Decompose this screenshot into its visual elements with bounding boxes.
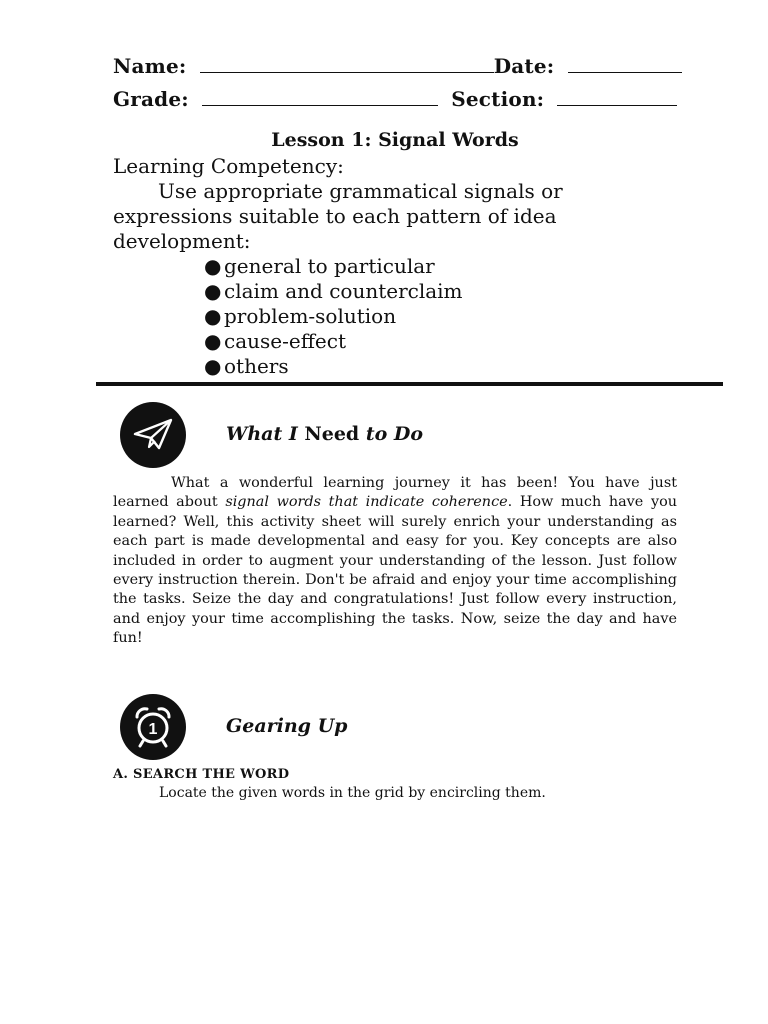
grade-label: Grade: bbox=[113, 87, 189, 111]
grade-section-row bbox=[113, 87, 677, 111]
list-item: ● problem-solution bbox=[204, 304, 397, 328]
name-date-row bbox=[113, 54, 682, 78]
grade-blank[interactable] bbox=[202, 88, 438, 106]
bullet-icon: ● bbox=[204, 254, 222, 278]
section-divider bbox=[96, 382, 723, 386]
clock-number: 1 bbox=[148, 721, 158, 738]
section-blank[interactable] bbox=[557, 88, 677, 106]
list-item: ● others bbox=[204, 354, 289, 378]
bullet-icon: ● bbox=[204, 279, 222, 303]
competency-text: Use appropriate grammatical signals or expressions suitable to each pattern of idea development: bbox=[113, 179, 563, 253]
paper-plane-icon bbox=[120, 402, 186, 468]
bullet-icon: ● bbox=[204, 304, 222, 328]
date-label: Date: bbox=[493, 54, 555, 78]
competency-label: Learning Competency: bbox=[113, 154, 344, 178]
name-blank[interactable] bbox=[200, 55, 494, 73]
pattern-list bbox=[204, 254, 463, 379]
activity-instructions: Locate the given words in the grid by encircling them. bbox=[159, 785, 546, 801]
list-item: ● cause-effect bbox=[204, 329, 346, 353]
activity-heading: A. SEARCH THE WORD bbox=[113, 767, 290, 782]
list-item: ● general to particular bbox=[204, 254, 435, 278]
date-blank[interactable] bbox=[568, 55, 682, 73]
section-label: Section: bbox=[451, 87, 545, 111]
emphasis-text: signal words that indicate coherence bbox=[225, 494, 508, 511]
what-i-need-title: What I Need to Do bbox=[226, 423, 424, 445]
intro-paragraph: What a wonderful learning journey it has been! You have just learned about signal words that indicate coherence. How much have you learned? Well, this activity sheet will surely enrich your understanding as each part is made developmental and easy for you. Key concepts are also included in order to augment your understanding of the lesson. Just follow every instruction therein. Don't be afraid and enjoy your time accomplishing the tasks. Seize the day and congratulations! Just follow every instruction, and enjoy your time accomplishing the tasks. Now, seize the day and have fun! bbox=[113, 475, 678, 647]
bullet-icon: ● bbox=[204, 329, 222, 353]
lesson-title: Lesson 1: Signal Words bbox=[271, 129, 519, 151]
alarm-clock-icon bbox=[120, 694, 186, 760]
bullet-icon: ● bbox=[204, 354, 222, 378]
list-item: ● claim and counterclaim bbox=[204, 279, 463, 303]
gearing-up-title: Gearing Up bbox=[226, 715, 348, 737]
name-label: Name: bbox=[113, 54, 187, 78]
